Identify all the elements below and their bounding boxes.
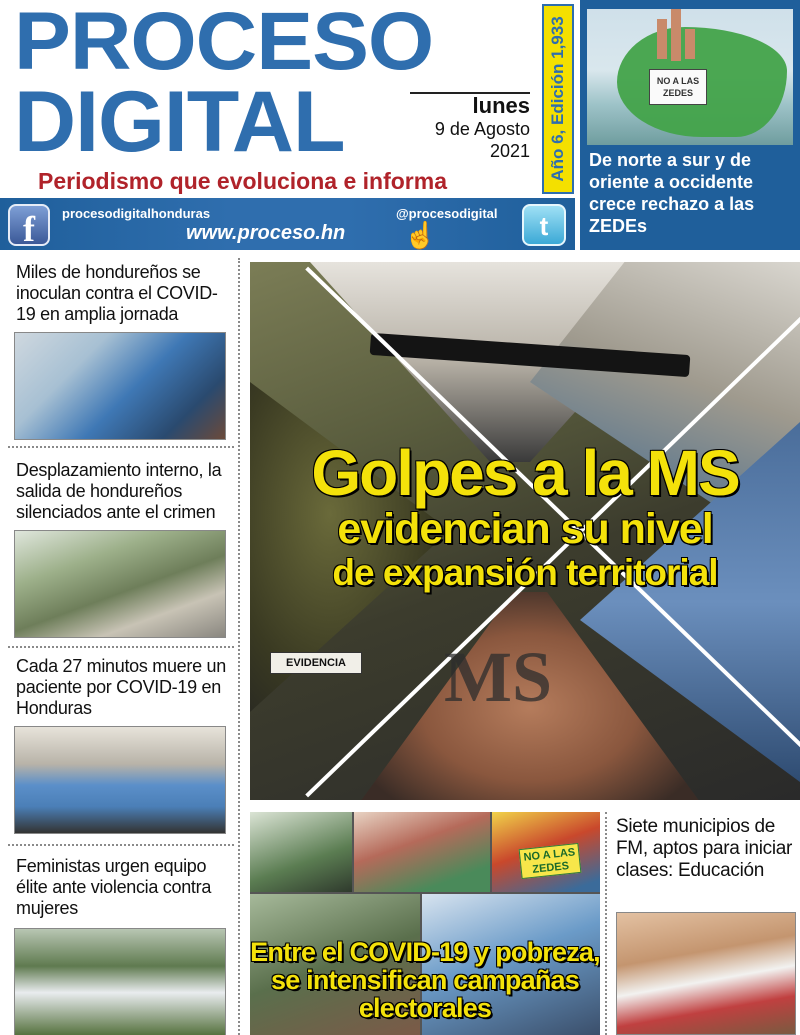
facebook-icon[interactable]: f xyxy=(8,204,50,246)
website-link[interactable]: www.proceso.hn xyxy=(186,222,346,244)
story-electoral-campaigns[interactable] xyxy=(250,812,600,1035)
cover-headline-line1: Golpes a la MS xyxy=(311,437,739,509)
protest-sign: NO A LAS ZEDES xyxy=(649,69,707,105)
pointer-hand-icon: ☝ xyxy=(404,220,437,250)
story-feminists[interactable] xyxy=(0,856,236,919)
story-schools-fm[interactable] xyxy=(612,816,800,882)
cover-story-ms[interactable] xyxy=(250,262,800,800)
twitter-icon[interactable]: t xyxy=(522,204,566,246)
story-vaccination[interactable] xyxy=(0,262,236,325)
story-separator xyxy=(8,844,234,846)
edition-bar xyxy=(542,4,574,194)
story-photo-displacement[interactable] xyxy=(14,530,226,638)
collage-photo xyxy=(250,812,352,892)
ms-tattoo: MS xyxy=(444,637,552,717)
facebook-handle[interactable]: procesodigitalhonduras xyxy=(62,206,211,221)
story-covid-deaths[interactable] xyxy=(0,656,236,719)
story-title[interactable]: Siete municipios de FM, aptos para iniciar clases: Educación xyxy=(616,816,793,881)
social-bar xyxy=(0,198,575,250)
brand-name-line1[interactable]: PROCESO xyxy=(14,0,434,87)
column-divider xyxy=(238,258,240,1035)
cover-headline-line3: de expansión territorial xyxy=(332,552,718,593)
story-title[interactable]: Feministas urgen equipo élite ante violencia contra mujeres xyxy=(16,856,212,918)
collage-photo xyxy=(354,812,490,892)
building-shape xyxy=(671,9,681,61)
story-photo-schools[interactable] xyxy=(616,912,796,1035)
edition-label: Año 6, Edición 1,933 xyxy=(548,16,567,182)
story-displacement[interactable] xyxy=(0,460,236,523)
tagline: Periodismo que evoluciona e informa xyxy=(38,168,447,194)
story-title[interactable]: Cada 27 minutos muere un paciente por COVID-19 en Honduras xyxy=(16,656,226,718)
story-title[interactable]: Desplazamiento interno, la salida de hondureños silenciados ante el crimen xyxy=(16,460,222,522)
issue-date xyxy=(410,94,530,162)
issue-weekday: lunes xyxy=(472,93,530,118)
building-shape xyxy=(685,29,695,59)
brand-name-line2[interactable]: DIGITAL xyxy=(14,74,345,170)
cover-headline[interactable] xyxy=(250,437,800,594)
story-photo-feminists[interactable] xyxy=(14,928,226,1035)
twitter-handle[interactable]: @procesodigital xyxy=(396,206,498,221)
issue-day-month: 9 de Agosto xyxy=(434,119,530,139)
featured-headline[interactable]: De norte a sur y de oriente a occidente crece rechazo a las ZEDEs xyxy=(589,150,755,236)
story-photo-vaccination[interactable] xyxy=(14,332,226,440)
zedes-map-photo[interactable] xyxy=(587,9,793,145)
protest-sign: NO A LAS ZEDES xyxy=(519,843,582,879)
story-photo-covid-deaths[interactable] xyxy=(14,726,226,834)
cover-headline-line2: evidencian su nivel xyxy=(337,505,713,553)
column-divider xyxy=(605,812,607,1035)
masthead xyxy=(0,0,575,198)
evidence-tag: EVIDENCIA xyxy=(270,652,362,674)
story-separator xyxy=(8,646,234,648)
story-title[interactable]: Miles de hondureños se inoculan contra el COVID-19 en amplia jornada xyxy=(16,262,218,324)
collage-headline[interactable]: Entre el COVID-19 y pobreza, se intensifican campañas electorales xyxy=(250,937,600,1023)
featured-story-zedes[interactable] xyxy=(580,0,800,250)
building-shape xyxy=(657,19,667,59)
issue-year: 2021 xyxy=(489,141,530,161)
story-separator xyxy=(8,446,234,448)
